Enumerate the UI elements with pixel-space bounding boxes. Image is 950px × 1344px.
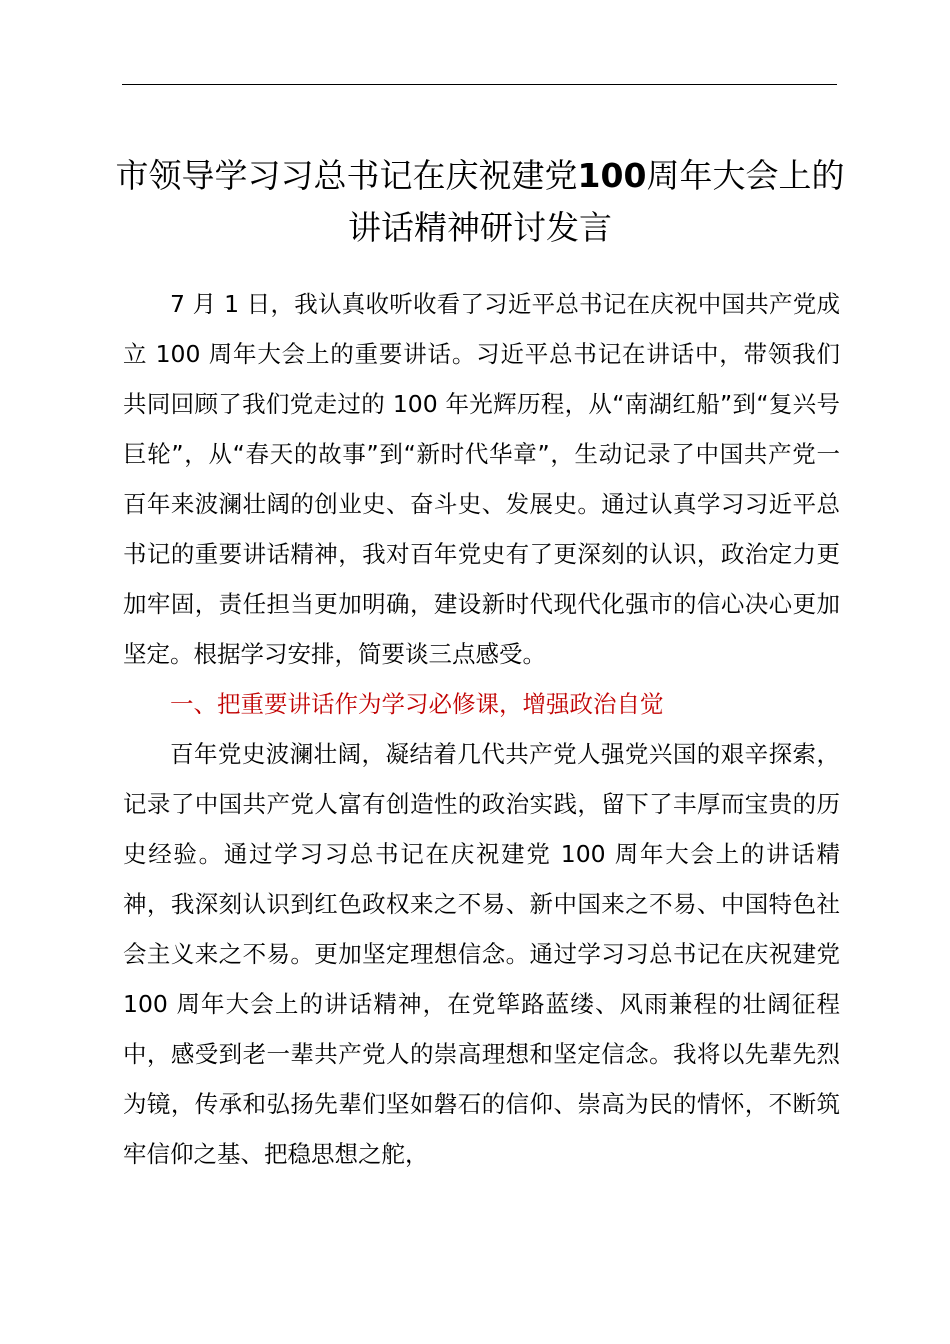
title-text-part2: 周年大会上的讲话精神研讨发言 [348, 156, 845, 247]
document-title [110, 150, 850, 254]
header-rule [122, 84, 837, 85]
title-number: 100 [577, 156, 647, 195]
paragraph-intro: 7 月 1 日，我认真收听收看了习近平总书记在庆祝中国共产党成立 100 周年大会上的重要讲话。习近平总书记在讲话中，带领我们共同回顾了我们党走过的 100 年光辉历程，从“南湖红船”到“复兴号巨轮”，从“春天的故事”到“新时代华章”，生动记录了中国共产党一百年来波澜壮阔的创业史、奋斗史、发展史。通过认真学习习近平总书记的重要讲话精神，我对百年党史有了更深刻的认识，政治定力更加牢固，责任担当更加明确，建设新时代现代化强市的信心决心更加坚定。根据学习安排，简要谈三点感受。 [123, 290, 840, 668]
section-heading-1: 一、把重要讲话作为学习必修课，增强政治自觉 [170, 690, 664, 718]
paragraph-section-1: 百年党史波澜壮阔，凝结着几代共产党人强党兴国的艰辛探索，记录了中国共产党人富有创造性的政治实践，留下了丰厚而宝贵的历史经验。通过学习习总书记在庆祝建党 100 周年大会上的讲话精神，我深刻认识到红色政权来之不易、新中国来之不易、中国特色社会主义来之不易。更加坚定理想信念。通过学习习总书记在庆祝建党 100 周年大会上的讲话精神，在党筚路蓝缕、风雨兼程的壮阔征程中，感受到老一辈共产党人的崇高理想和坚定信念。我将以先辈先烈为镜，传承和弘扬先辈们坚如磐石的信仰、崇高为民的情怀，不断筑牢信仰之基、把稳思想之舵， [123, 740, 840, 1168]
document-body [123, 279, 840, 1179]
title-text-part1: 市领导学习习总书记在庆祝建党 [115, 156, 578, 195]
